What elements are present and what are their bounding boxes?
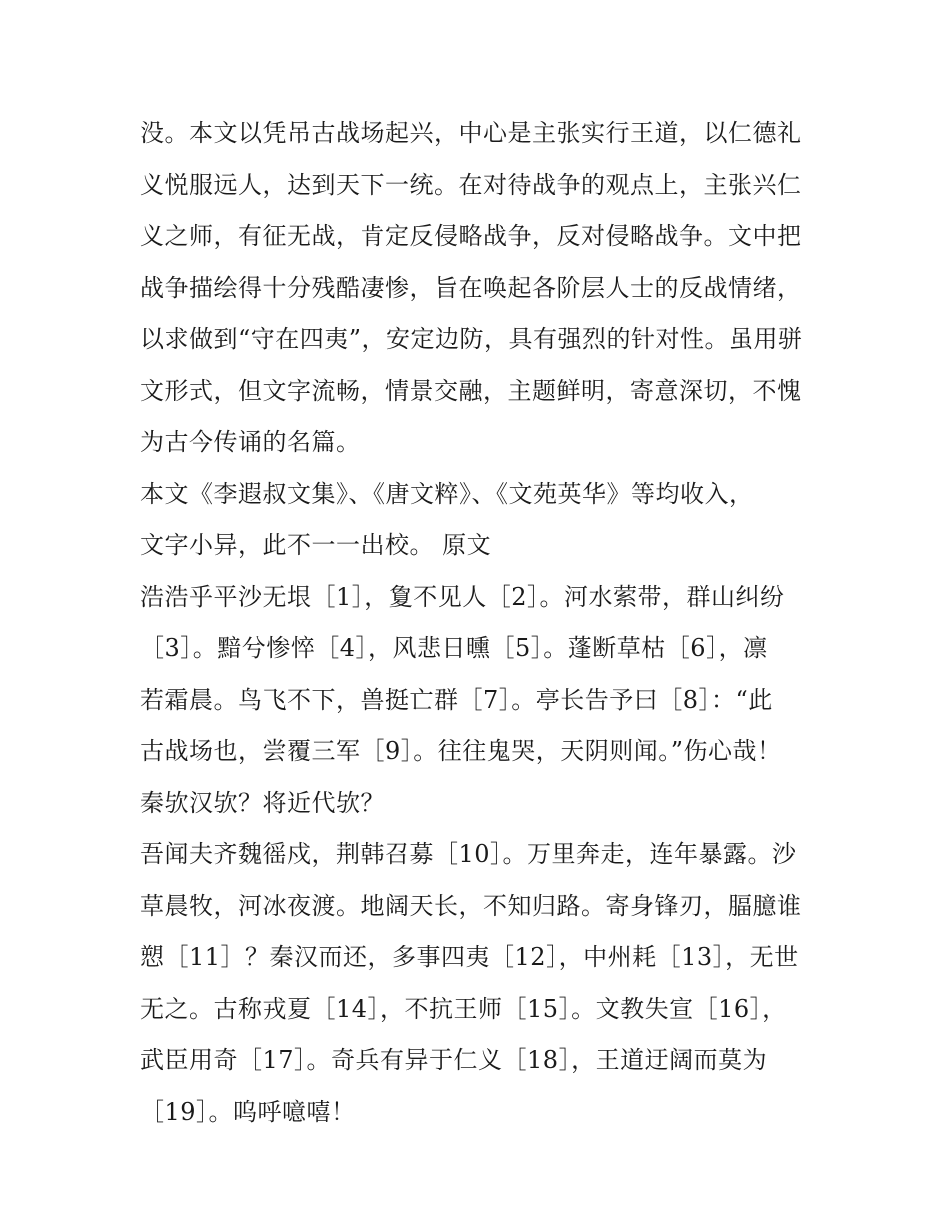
text-line: 以求做到“守在四夷”，安定边防，具有强烈的针对性。虽用骈 [140,325,803,353]
text-line: 秦欤汉欤？将近代欤？ [140,788,385,817]
text-line: 文字小异，此不一一出校。 原文 [140,531,492,559]
text-line: 吾闻夫齐魏徭戍，荆韩召募［10］。万里奔走，连年暴露。沙 [140,840,797,868]
text-line: 义之师，有征无战，肯定反侵略战争，反对侵略战争。文中把 [140,222,802,250]
text-line: 草晨牧，河冰夜渡。地阔天长，不知归路。寄身锋刃，腷臆谁 [140,891,802,920]
text-line: 为古今传诵的名篇。 [140,428,361,456]
body-text [140,108,820,1138]
text-line: 无之。古称戎夏［14］，不抗王师［15］。文教失宣［16］， [140,994,787,1023]
text-line: 战争描绘得十分残酷凄惨，旨在唤起各阶层人士的反战情绪， [140,273,802,302]
text-line: 武臣用奇［17］。奇兵有异于仁义［18］，王道迂阔而莫为 [140,1046,768,1074]
text-line: 愬［11］？秦汉而还，多事四夷［12］，中州耗［13］，无世 [140,943,799,971]
text-line: 本文《李遐叔文集》、《唐文粹》、《文苑英华》等均收入， [140,479,754,508]
text-line: 义悦服远人，达到天下一统。在对待战争的观点上，主张兴仁 [140,170,802,199]
text-line: 浩浩乎平沙无垠［1］，夐不见人［2］。河水萦带，群山纠纷 [140,582,785,611]
text-line: ［3］。黯兮惨悴［4］，风悲日曛［5］。蓬断草枯［6］，凛 [140,634,768,662]
text-line: 没。本文以凭吊古战场起兴，中心是主张实行王道，以仁德礼 [140,119,802,147]
text-line: 若霜晨。鸟飞不下，兽挺亡群［7］。亭长告予曰［8］：“此 [140,685,773,714]
text-line: ［19］。呜呼噫嘻！ [140,1097,356,1126]
text-line: 文形式，但文字流畅，情景交融，主题鲜明，寄意深切，不愧 [140,376,802,405]
text-line: 古战场也，尝覆三军［9］。往往鬼哭，天阴则闻。”伤心哉！ [140,737,782,765]
